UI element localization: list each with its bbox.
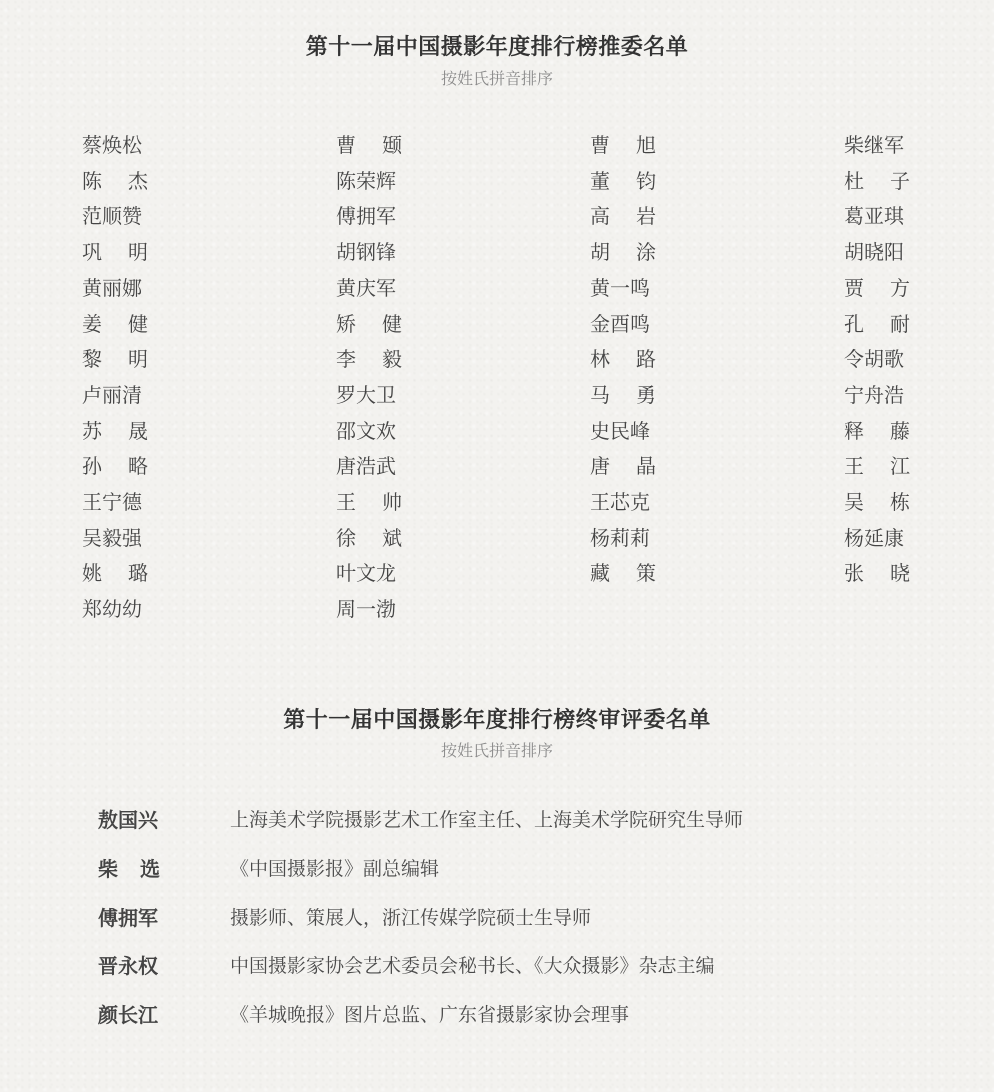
- recommender-name: 令胡歌: [844, 347, 904, 372]
- recommender-name: 黎 明: [82, 347, 148, 372]
- judge-title: 摄影师、策展人，浙江传媒学院硕士生导师: [230, 906, 592, 929]
- recommender-name: 董 钧: [590, 168, 656, 193]
- recommender-name: 矫 健: [336, 311, 402, 336]
- recommender-name: 郑幼幼: [82, 597, 142, 622]
- judge-title: 《中国摄影报》副总编辑: [230, 857, 440, 880]
- recommender-name: 金酉鸣: [590, 311, 650, 336]
- recommender-name: 徐 斌: [336, 525, 402, 550]
- recommender-name: 吴 栋: [844, 490, 910, 514]
- recommender-name: 史民峰: [590, 418, 650, 443]
- judge-title: 中国摄影家协会艺术委员会秘书长、《大众摄影》杂志主编: [230, 955, 715, 978]
- recommender-name: 林 路: [590, 347, 656, 372]
- recommenders-title: 第十一届中国摄影年度排行榜推委名单: [305, 35, 689, 60]
- judge-name: 敖国兴: [98, 808, 158, 832]
- recommender-name: 唐浩武: [336, 454, 396, 479]
- recommender-name: 张 晓: [844, 561, 910, 586]
- recommender-name: 马 勇: [590, 382, 656, 407]
- judge-row: [0, 854, 994, 884]
- judge-title: 上海美术学院摄影艺术工作室主任、上海美术学院研究生导师: [230, 809, 744, 831]
- recommender-name: 王宁德: [82, 490, 142, 514]
- recommender-name: 王 江: [844, 454, 910, 479]
- recommender-name: 胡钢锋: [336, 240, 396, 265]
- recommender-name: 胡 涂: [590, 240, 656, 265]
- recommender-name: 吴毅强: [82, 525, 142, 550]
- recommender-name: 孔 耐: [844, 311, 910, 336]
- recommender-name: 柴继军: [844, 133, 904, 157]
- recommender-name: 杨延康: [844, 525, 904, 550]
- recommender-name: 释 藤: [844, 418, 910, 443]
- recommender-name: 巩 明: [82, 240, 148, 265]
- recommender-name: 葛亚琪: [844, 204, 904, 229]
- judge-name: 晋永权: [98, 954, 158, 979]
- judge-row: [0, 951, 994, 981]
- recommender-name: 姚 璐: [82, 561, 148, 586]
- recommender-name: 贾 方: [844, 275, 910, 300]
- judge-name: 颜长江: [98, 1003, 158, 1028]
- recommender-name: 唐 晶: [590, 454, 656, 479]
- final-judges-title: 第十一届中国摄影年度排行榜终审评委名单: [283, 708, 711, 733]
- recommender-name: 孙 略: [82, 454, 148, 479]
- recommender-name: 杜 子: [844, 168, 910, 193]
- recommender-name: 曹 旭: [590, 133, 656, 157]
- recommender-name: 姜 健: [82, 311, 148, 336]
- recommender-name: 李 毅: [336, 347, 402, 372]
- recommender-name: 傅拥军: [336, 204, 396, 229]
- judge-name: 柴 选: [98, 856, 160, 881]
- recommender-name: 叶文龙: [336, 561, 396, 586]
- recommender-name: 黄丽娜: [82, 275, 142, 300]
- final-judges-subtitle: 按姓氏拼音排序: [440, 741, 553, 760]
- recommender-name: 苏 晟: [82, 418, 148, 443]
- recommender-name: 邵文欢: [336, 418, 396, 443]
- recommender-name: 高 岩: [590, 204, 656, 229]
- recommender-name: 王芯克: [590, 490, 650, 514]
- recommender-name: 宁舟浩: [844, 382, 904, 407]
- recommender-name: 藏 策: [590, 561, 656, 586]
- recommender-name: 王 帅: [336, 490, 402, 514]
- recommender-name: 罗大卫: [336, 382, 396, 407]
- judge-row: [0, 805, 994, 835]
- judge-name: 傅拥军: [98, 905, 158, 930]
- recommender-name: 周一渤: [336, 597, 396, 622]
- recommender-name: 杨莉莉: [590, 525, 650, 550]
- recommender-name: 范顺赞: [82, 204, 142, 229]
- judge-title: 《羊城晚报》图片总监、广东省摄影家协会理事: [230, 1004, 630, 1027]
- recommender-name: 陈荣辉: [336, 168, 396, 193]
- recommender-name: 卢丽清: [82, 382, 142, 407]
- recommenders-subtitle: 按姓氏拼音排序: [440, 69, 553, 88]
- judge-row: [0, 1000, 994, 1030]
- recommender-name: 陈 杰: [82, 168, 148, 193]
- recommender-name: 曹 颋: [336, 133, 402, 157]
- recommender-name: 黄一鸣: [590, 275, 650, 300]
- recommender-name: 蔡焕松: [82, 133, 142, 157]
- recommender-name: 黄庆军: [336, 275, 396, 300]
- recommender-name: 胡晓阳: [844, 240, 904, 265]
- judge-row: [0, 903, 994, 933]
